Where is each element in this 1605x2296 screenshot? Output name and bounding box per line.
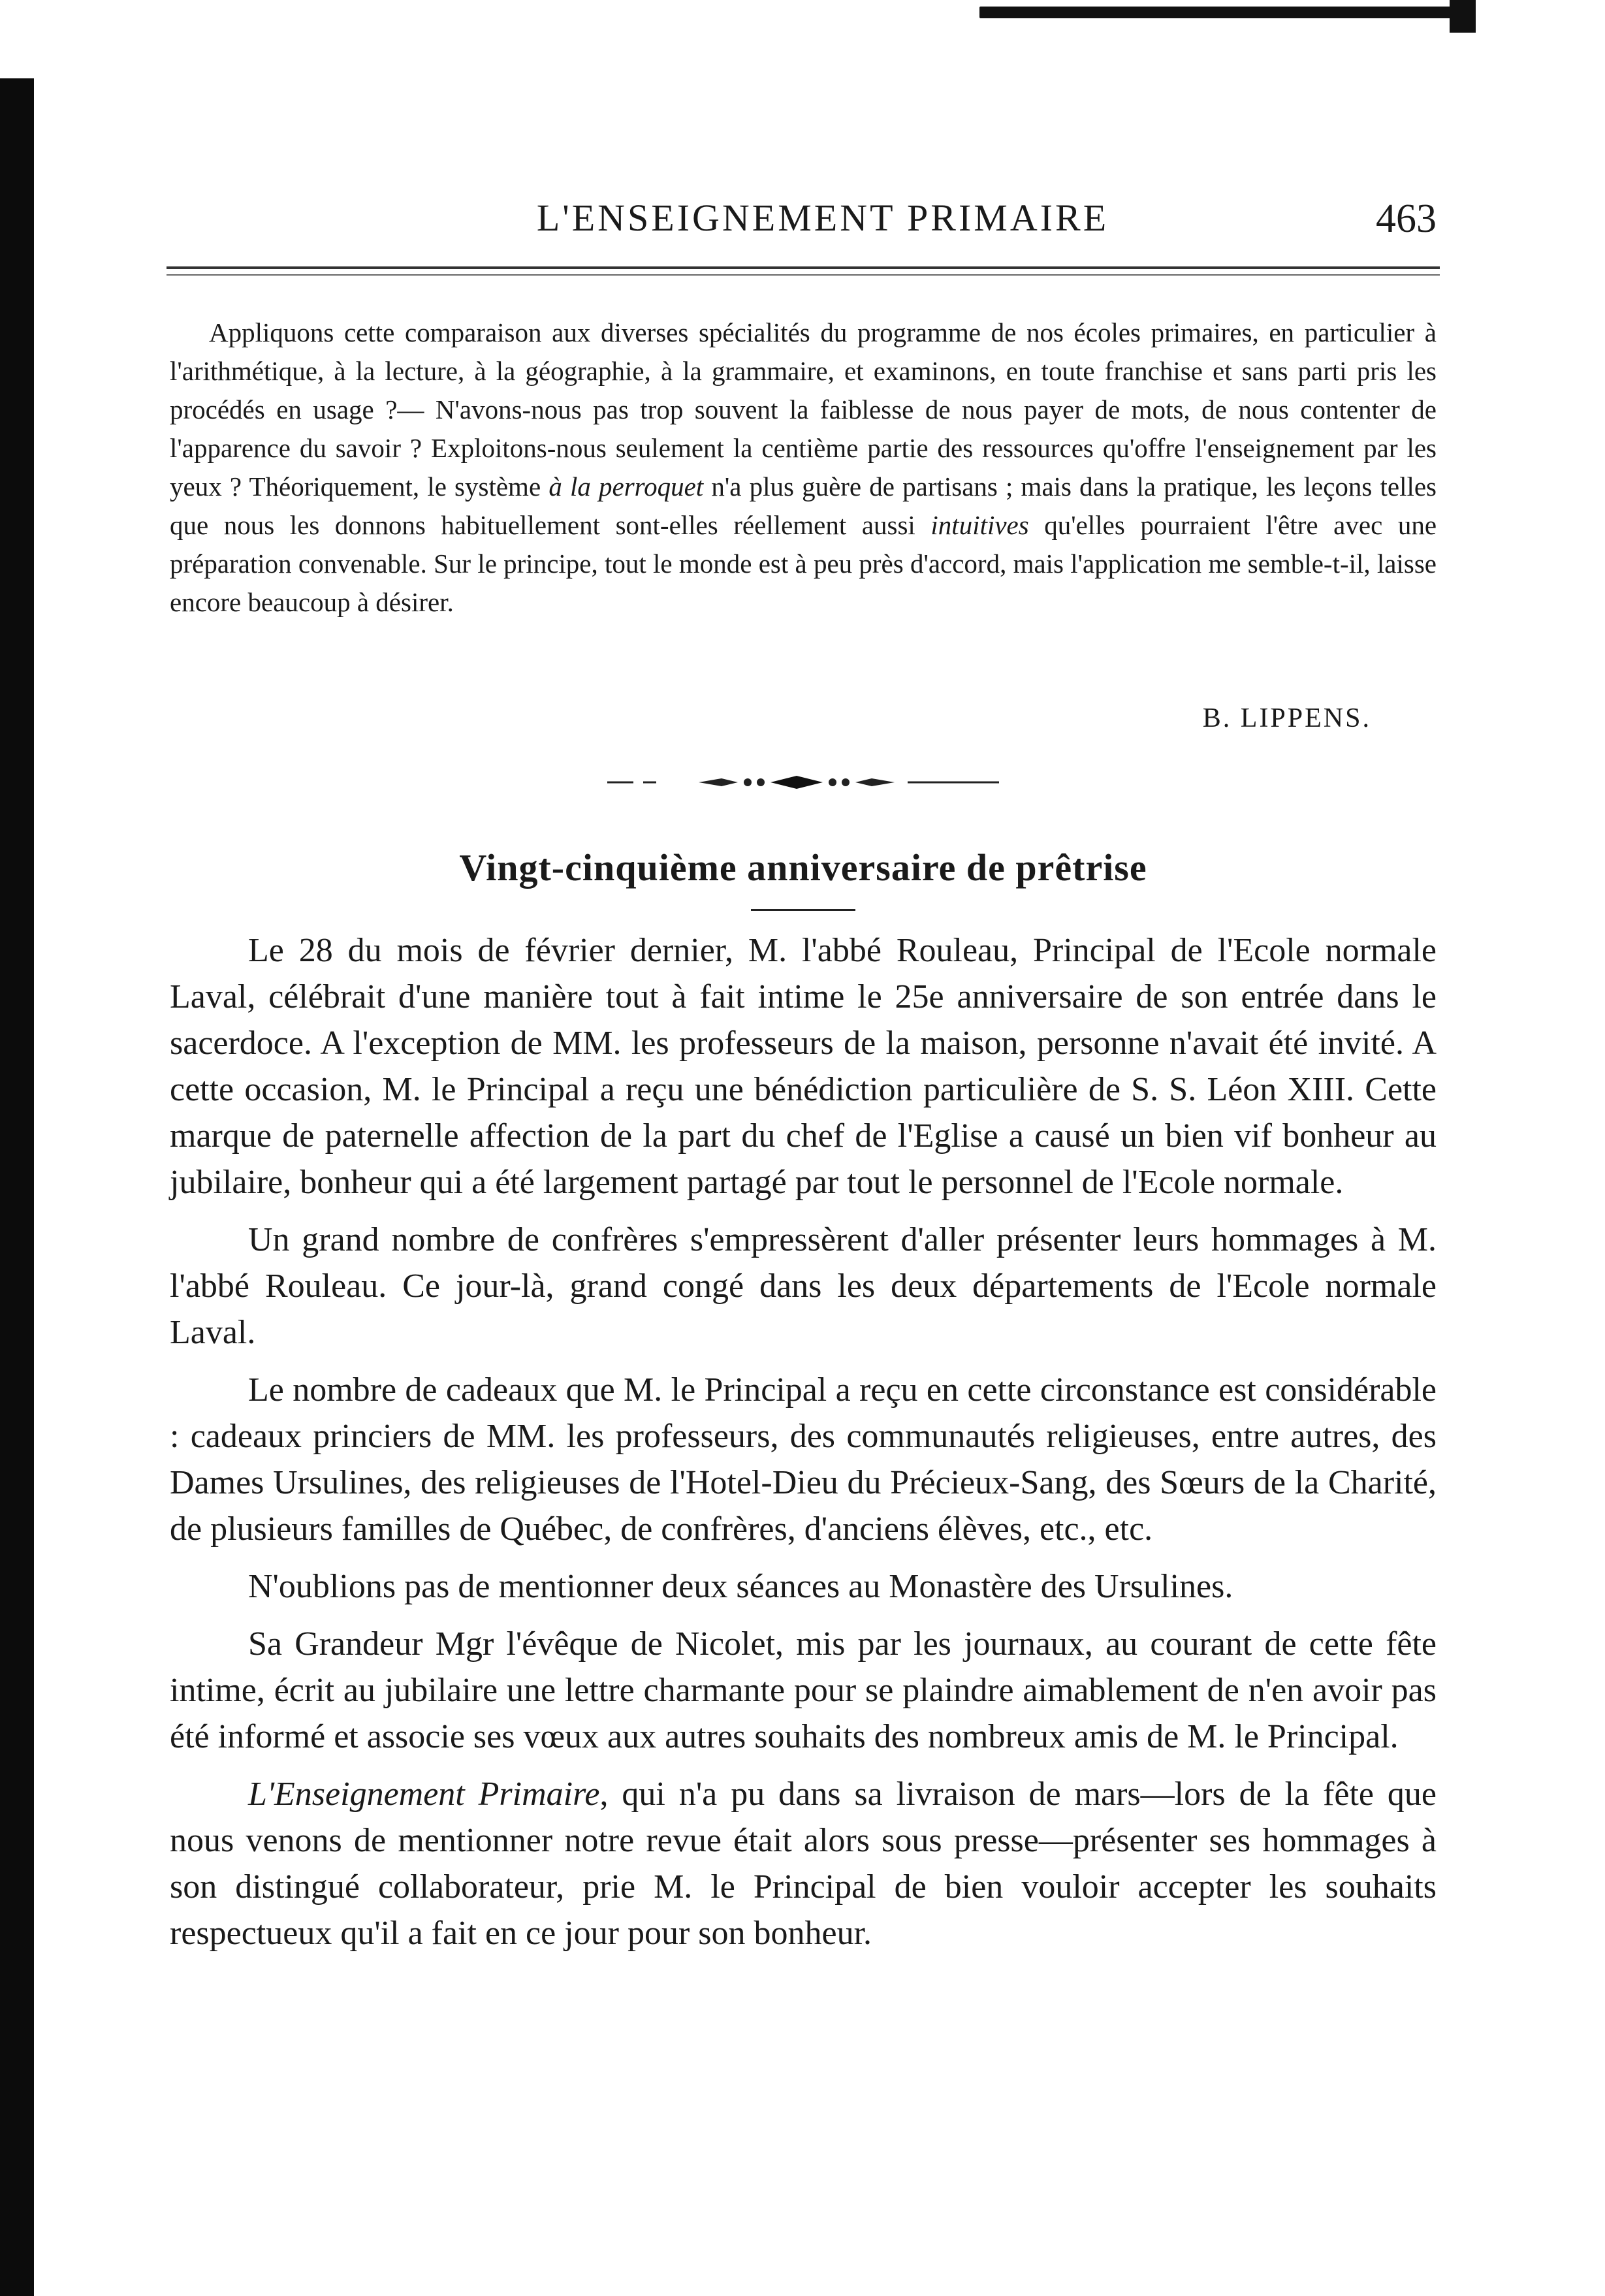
prev-text-1: Appliquons cette comparaison aux diverses spécialités du programme de nos écoles primaires, en particulier à l'arithmétique, à la lecture, à la géographie, à la grammaire, et examinons, en toute franchise et sans parti pris les procédés en usage ?— N'avons-nous pas trop souvent la faiblesse de nous payer de mots, de nous contenter de l'apparence du savoir ? Exploitons-nous seulement la centième partie des ressources qu'offre l'enseignement par les yeux ? Théoriquement, le système: [170, 317, 1437, 502]
author-signature: B. LIPPENS.: [1202, 703, 1371, 733]
article-paragraph: Un grand nombre de confrères s'empressèrent d'aller présenter leurs hommages à M. l'abbé Rouleau. Ce jour-là, grand congé dans les deux départements de l'Ecole normale Laval.: [170, 1221, 1437, 1351]
previous-article-paragraph: [170, 313, 1437, 622]
page-number: 463: [1376, 197, 1437, 241]
article-paragraph: N'oublions pas de mentionner deux séances au Monastère des Ursulines.: [248, 1568, 1233, 1605]
prev-italic-1: à la perroquet: [548, 471, 704, 502]
section-ornament: [607, 774, 999, 790]
prev-text-3: qu'elles pourraient l'être avec une préparation convenable. Sur le principe, tout le monde est à peu près d'accord, mais l'application me semble-t-il, laisse encore beaucoup à désirer.: [170, 510, 1437, 617]
prev-italic-2: intuitives: [930, 510, 1029, 540]
article-paragraph-last: [170, 1771, 1437, 1956]
article-paragraph: Sa Grandeur Mgr l'évêque de Nicolet, mis par les journaux, au courant de cette fête intime, écrit au jubilaire une lettre charmante pour se plaindre aimablement de n'en avoir pas été informé et associe ses vœux aux autres souhaits des nombreux amis de M. le Principal.: [170, 1625, 1437, 1755]
prev-text-2: n'a plus guère de partisans ; mais dans la pratique, les leçons telles que nous les donnons habituellement sont-elles réellement aussi: [170, 471, 1437, 540]
header-rule-thin: [167, 274, 1440, 276]
title-rule: [751, 909, 855, 911]
binding-shadow: [0, 78, 34, 2296]
header-rule: [167, 266, 1440, 269]
scan-edge-mark-end: [1450, 0, 1476, 33]
article-body: [170, 927, 1437, 1968]
journal-name: L'Enseignement Primaire: [248, 1776, 600, 1813]
last-paragraph-text: , qui n'a pu dans sa livraison de mars—lors de la fête que nous venons de mentionner notre revue était alors sous presse—présenter ses hommages à son distingué collaborateur, prie M. le Principal de bien vouloir accepter les souhaits respectueux qu'il a fait en ce jour pour son bonheur.: [170, 1776, 1437, 1952]
article-paragraph: Le 28 du mois de février dernier, M. l'abbé Rouleau, Principal de l'Ecole normale Laval, célébrait d'une manière tout à fait intime le 25e anniversaire de son entrée dans le sacerdoce. A l'exception de MM. les professeurs de la maison, personne n'avait été invité. A cette occasion, M. le Principal a reçu une bénédiction particulière de S. S. Léon XIII. Cette marque de paternelle affection de la part du chef de l'Eglise a causé un bien vif bonheur au jubilaire, bonheur qui a été largement partagé par tout le personnel de l'Ecole normale.: [170, 932, 1437, 1201]
running-head-title: L'ENSEIGNEMENT PRIMAIRE: [536, 197, 1109, 239]
article-paragraph: Le nombre de cadeaux que M. le Principal a reçu en cette circonstance est considérable : cadeaux princiers de MM. les professeurs, des communautés religieuses, entre autres, des Dames Ursulines, des religieuses de l'Hotel-Dieu du Précieux-Sang, des Sœurs de la Charité, de plusieurs familles de Québec, de confrères, d'anciens élèves, etc., etc.: [170, 1371, 1437, 1548]
running-head: [170, 196, 1437, 248]
article-title: Vingt-cinquième anniversaire de prêtrise: [459, 846, 1147, 889]
scan-edge-mark: [979, 7, 1476, 18]
